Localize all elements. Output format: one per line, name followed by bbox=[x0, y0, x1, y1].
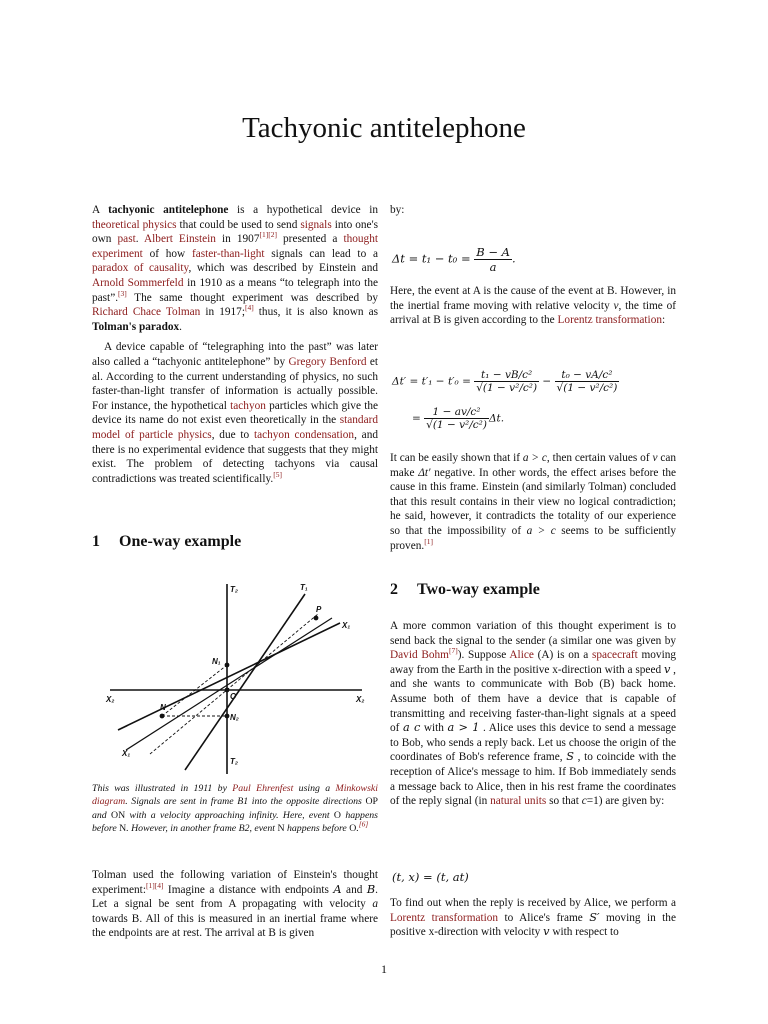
intro-paragraph-2: A device capable of “telegraphing into the past” was later also called a “tachyonic antitelephone” by Gregory Benford et al. According to the current understanding of physics, no such faster-than-light transfer of information is actually possible. For instance, the hypothetical tachyon particles which give the device its name do not exist even theoretically in the standard model of particle physics, due to tachyon condensation, and there is no experimental evidence that suggests that they might exist. The problem of detecting tachyons via causal contradictions was treated scientifically.[5] bbox=[92, 341, 379, 485]
citation-1-2[interactable]: [1][2] bbox=[259, 230, 277, 240]
event-n2 bbox=[225, 714, 230, 719]
label-t2-bottom: T₂ bbox=[230, 757, 238, 766]
figure-caption: This was illustrated in 1911 by Paul Ehrenfest using a Minkowski diagram. Signals are sent in frame B1 into the opposite directions OP and ON with a velocity approaching infinity. Here, event O happens before N. However, in another frame B2, event N happens before O.[6] bbox=[92, 783, 378, 835]
link-paradox-of-causality[interactable]: paradox of causality bbox=[92, 262, 189, 275]
label-n2: N₂ bbox=[230, 713, 239, 722]
left-column bbox=[92, 203, 378, 492]
label-x2-left: X₂ bbox=[106, 695, 115, 704]
tolman-paragraph: Tolman used the following variation of Einstein's thought experiment:[1][4] Imagine a distance with endpoints A and B. Let a signal be sent from A propagating with velocity a towards B. All of this is measured in an inertial frame where the endpoints are at rest. The arrival at B is given bbox=[92, 869, 378, 940]
link-standard-model[interactable]: standard model of particle physics bbox=[92, 414, 378, 441]
x1-line bbox=[118, 623, 340, 730]
label-t1: T₁ bbox=[300, 583, 308, 592]
right-by: by: bbox=[390, 204, 405, 216]
dashed-op bbox=[150, 614, 318, 754]
link-gregory-benford[interactable]: Gregory Benford bbox=[288, 355, 367, 368]
link-lorentz-transformation[interactable]: Lorentz transformation bbox=[557, 314, 662, 327]
label-p: P bbox=[316, 605, 322, 614]
citation-3[interactable]: [3] bbox=[118, 288, 127, 298]
right-paragraph-3: It can be easily shown that if a > c, then certain values of v can make Δt′ negative. In other words, the effect arises before the cause in this frame. Einstein (and similarly Tolman) concluded that this result contains in their view no logical contradiction; he said, however, it contradicts the totality of our experience so that the impossibility of a > c seems to be sufficiently proven.[1] bbox=[390, 452, 676, 552]
section-2-heading: 2 Two-way example bbox=[390, 581, 540, 598]
label-x1-left: X₁ bbox=[122, 749, 131, 758]
page-title: Tachyonic antitelephone bbox=[242, 112, 526, 144]
link-richard-tolman[interactable]: Richard Chace Tolman bbox=[92, 306, 201, 319]
link-alice[interactable]: Alice bbox=[509, 649, 534, 662]
event-n1 bbox=[225, 663, 230, 668]
citation-6[interactable]: [6] bbox=[358, 819, 369, 829]
link-albert-einstein[interactable]: Albert Einstein bbox=[144, 233, 216, 246]
right-paragraph-2: Here, the event at A is the cause of the event at B. However, in the inertial frame moving with relative velocity v, the time of arrival at B is given according to the Lorentz transformation: bbox=[390, 285, 677, 327]
link-tachyon-condensation[interactable]: tachyon condensation bbox=[253, 428, 355, 441]
link-thought-experiment[interactable]: thought experiment bbox=[92, 233, 378, 260]
link-spacecraft[interactable]: spacecraft bbox=[591, 649, 638, 662]
label-o: O bbox=[230, 692, 237, 701]
equation-3: = $\frac{\text{1 − av/c²}}{\text{√(1 − v²/c²)}}$ Δt. bbox=[412, 406, 505, 431]
line-x-prime bbox=[126, 618, 332, 750]
right-paragraph-4: A more common variation of this thought experiment is to send back the signal to the sender (a similar one was given by David Bohm[7]). Suppose Alice (A) is on a spacecraft moving away from the Earth in the positive x-direction with a speed v , and she wants to communicate with Bob (B) back home. Assume both of them have a device that is capable of transmitting and receiving faster-than-light signals at a speed of a c with a > 1 . Alice uses this device to send a message to Bob, who sends a reply back. Let us choose the origin of the coordinates of Bob's reference frame, S , to coincide with the reception of Alice's message to him. If Bob immediately sends a message back to Alice, then in his rest frame the coordinates of the reply signal (in natural units so that c=1) are given by: bbox=[390, 620, 677, 808]
label-x1: X₁ bbox=[342, 621, 351, 630]
link-natural-units[interactable]: natural units bbox=[490, 795, 547, 808]
label-n: N bbox=[160, 703, 166, 712]
citation-4[interactable]: [4] bbox=[244, 303, 254, 313]
citation-5[interactable]: [5] bbox=[273, 469, 282, 479]
link-david-bohm[interactable]: David Bohm bbox=[390, 649, 449, 662]
t1-line bbox=[185, 594, 305, 770]
section-1-heading: 1 One-way example bbox=[92, 533, 242, 550]
link-lorentz-transformation-2[interactable]: Lorentz transformation bbox=[390, 911, 499, 924]
citation-7[interactable]: [7] bbox=[448, 646, 458, 656]
equation-4: (t, x) = (t, at) bbox=[392, 870, 469, 884]
citation-1-4[interactable]: [1][4] bbox=[145, 880, 164, 890]
minkowski-diagram bbox=[100, 578, 370, 778]
event-p bbox=[314, 616, 319, 621]
link-arnold-sommerfeld[interactable]: Arnold Sommerfeld bbox=[92, 276, 184, 289]
link-tachyon[interactable]: tachyon bbox=[230, 399, 266, 412]
label-t2-top: T₂ bbox=[230, 585, 238, 594]
link-past[interactable]: past bbox=[117, 233, 136, 246]
intro-paragraph-1: A tachyonic antitelephone is a hypothetical device in theoretical physics that could be used to send signals into one's own past. Albert Einstein in 1907[1][2] presented a thought experiment of how faster-than-light signals can lead to a paradox of causality, which was described by Einstein and Arnold Sommerfeld in 1910 as a means “to telegraph into the past”.[3] The same thought experiment was described by Richard Chace Tolman in 1917;[4] thus, it is also known as Tolman's paradox. bbox=[92, 204, 379, 333]
event-n bbox=[160, 714, 165, 719]
link-theoretical-physics[interactable]: theoretical physics bbox=[92, 218, 177, 231]
page-number: 1 bbox=[381, 962, 387, 976]
label-n1: N₁ bbox=[212, 657, 221, 666]
link-signals[interactable]: signals bbox=[300, 218, 332, 231]
equation-1: Δt = t₁ − t₀ = $\frac{B - A}{a}$ . bbox=[392, 245, 516, 274]
event-o bbox=[225, 688, 230, 693]
right-paragraph-5: To find out when the reply is received by Alice, we perform a Lorentz transformation to Alice's frame S′ moving in the positive x-direction with velocity v with respect to bbox=[390, 897, 676, 939]
link-faster-than-light[interactable]: faster-than-light bbox=[191, 247, 265, 260]
link-paul-ehrenfest[interactable]: Paul Ehrenfest bbox=[232, 783, 294, 794]
label-x2-right: X₂ bbox=[356, 695, 365, 704]
citation-1b[interactable]: [1] bbox=[424, 536, 433, 546]
link-minkowski-diagram[interactable]: Minkowski diagram bbox=[92, 783, 378, 808]
equation-2: Δt′ = t′₁ − t′₀ = $\frac{\text{t₁ − vB/c²}}{\text{√(1 − v²/c²)}}$ − $\frac{\text{t₀ − vA/c²}}{\text{√(1 − v²/c²)}}$ bbox=[392, 369, 618, 394]
